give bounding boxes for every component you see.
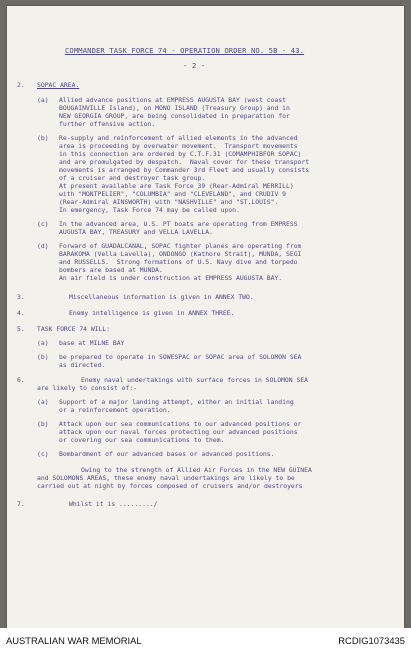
text-line: base at MILNE BAY [59, 339, 125, 347]
text-line: attack upon our naval forces protecting our advanced positions [59, 428, 298, 436]
text-line: Enemy intelligence is given in ANNEX THREE. [69, 309, 235, 317]
document-text [7, 6, 404, 628]
para-number: 6. [17, 376, 25, 384]
archive-name: AUSTRALIAN WAR MEMORIAL [6, 635, 142, 646]
text-line: An air field is under construction at EMPRESS AUGUSTA BAY. [59, 274, 283, 282]
subpara-label: (a) [37, 339, 49, 347]
document-title: COMMANDER TASK FORCE 74 - OPERATION ORDER NO. 5B - 43. [65, 46, 305, 55]
text-line: In the advanced area, U.S. PT boats are operating from EMPRESS [59, 220, 298, 228]
text-line: Whilst it is ........./ [69, 500, 158, 508]
document-page [7, 6, 404, 628]
text-line: of a cruiser and destroyer task group. [59, 174, 206, 182]
text-line: and SOLOMONS AREAS, these enemy naval undertakings are likely to be [37, 474, 295, 482]
text-line: in this connection are ordered by C.T.F.31 (COMAMPHIBFOR SOPAC) [59, 150, 302, 158]
text-line: be prepared to operate in SOWESPAC or SOPAC area of SOLOMON SEA [59, 353, 302, 361]
text-line: further offensive action. [59, 120, 156, 128]
text-line: At present available are Task Force 39 (Rear-Admiral MERRILL) [59, 182, 294, 190]
text-line: BOUGAINVILLE Island), on MONO ISLAND (Treasury Group) and in [59, 104, 290, 112]
para-number: 7. [17, 500, 25, 508]
text-line: and are promulgated by despatch. Naval cover for these transport [59, 158, 310, 166]
subpara-label: (d) [37, 242, 49, 250]
text-line: with "MONTPELIER", "COLUMBIA" and "CLEVELAND", and CRUDIV 9 [59, 190, 287, 198]
record-id: RCDIG1073435 [338, 635, 405, 646]
text-line: or a reinforcement operation. [59, 406, 171, 414]
para-number: 3. [17, 293, 25, 301]
subpara-label: (b) [37, 353, 49, 361]
text-line: Allied advance positions at EMPRESS AUGUSTA BAY (west coast [59, 96, 287, 104]
text-line: In emergency, Task Force 74 may be called upon. [59, 206, 240, 214]
text-line: NEW GEORGIA GROUP, are being consolidated in preparation for [59, 112, 290, 120]
text-line: Owing to the strength of Allied Air Forces in the NEW GUINEA [81, 466, 312, 474]
text-line: Re-supply and reinforcement of allied elements in the advanced [59, 134, 298, 142]
text-line: area is proceeding by overwater movement. Transport movements [59, 142, 298, 150]
section-heading: SOPAC AREA. [37, 81, 80, 89]
text-line: AUGUSTA BAY, TREASURY and VELLA LAVELLA. [59, 228, 213, 236]
text-line: (Rear-Admiral AINSWORTH) with "NASHVILLE" and "ST.LOUIS". [59, 198, 279, 206]
para-number: 2. [17, 81, 25, 89]
subpara-label: (b) [37, 134, 49, 142]
text-line: Miscellaneous information is given in ANNEX TWO. [69, 293, 254, 301]
section-heading: TASK FORCE 74 WILL: [37, 325, 111, 333]
text-line: Forward of GUADALCANAL, SOPAC fighter planes are operating from [59, 242, 302, 250]
text-line: Enemy naval undertakings with surface forces in SOLOMON SEA [81, 376, 309, 384]
subpara-label: (a) [37, 96, 49, 104]
para-number: 4. [17, 309, 25, 317]
text-line: are likely to consist of:- [37, 384, 138, 392]
text-line: and RUSSELLS. Strong formations of U.S. Navy dive and torpedo [59, 258, 298, 266]
text-line: movements is arranged by Commander 3rd Fleet and usually consists [59, 166, 310, 174]
text-line: carried out at night by forces composed of cruisers and/or destroyers [37, 482, 303, 490]
para-number: 5. [17, 325, 25, 333]
subpara-label: (c) [37, 220, 49, 228]
archive-footer [0, 628, 411, 653]
text-line: BARAKOMA (Vella Lavella), ONDONGO (Kathore Strait), MUNDA, SEGI [59, 250, 302, 258]
text-line: bombers are based at MUNDA. [59, 266, 163, 274]
page-number: - 2 - [183, 61, 206, 70]
text-line: Support of a major landing attempt, either an initial landing [59, 398, 294, 406]
text-line: or covering our sea communications to them. [59, 436, 225, 444]
text-line: as directed. [59, 361, 106, 369]
subpara-label: (c) [37, 450, 49, 458]
text-line: Attack upon our sea communications to our advanced positions or [59, 420, 302, 428]
subpara-label: (b) [37, 420, 49, 428]
text-line: Bombardment of our advanced bases or advanced positions. [59, 450, 275, 458]
subpara-label: (a) [37, 398, 49, 406]
